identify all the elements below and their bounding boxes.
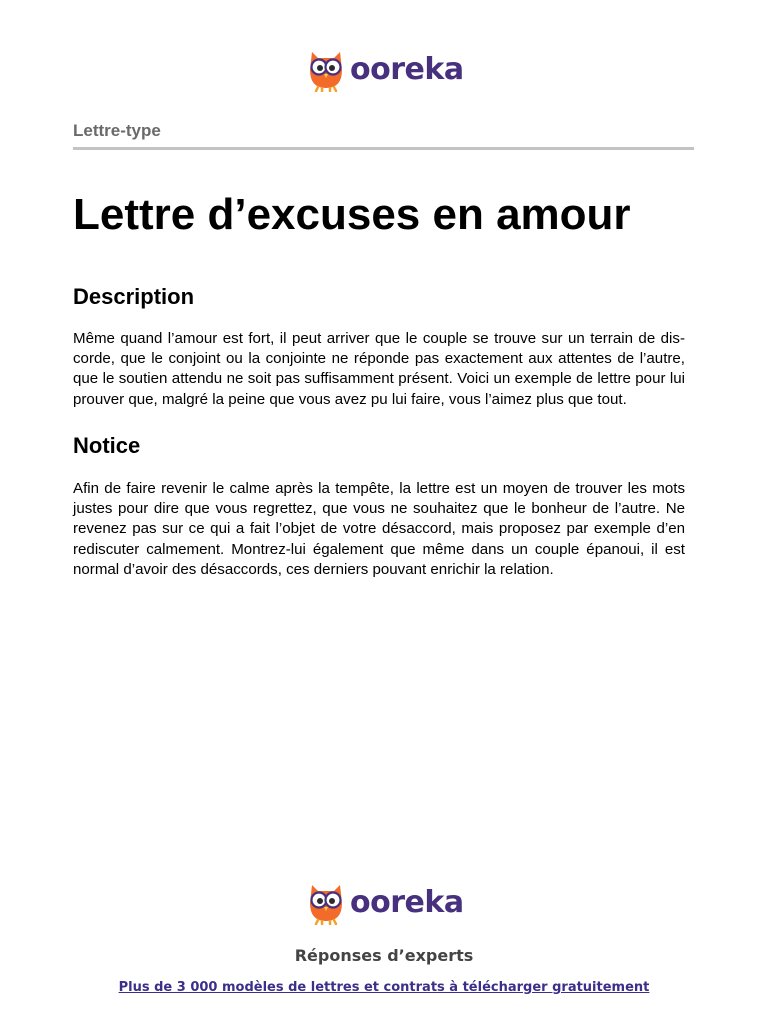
document-kicker: Lettre-type [73,121,161,140]
section-body-notice: Afin de faire revenir le calme après la tempête, la lettre est un moyen de trouver les mots justes pour dire que vous regrettez, que vous ne souhaitez que le bonheur de l’autre. Ne revenez pas sur ce qui a fait l’objet de votre désaccord, mais proposez par exemple d’en rediscuter calmement. Montrez-lui également que même dans un couple épanoui, il est normal d’avoir des désaccords, ces derniers pouvant enrichir la relation. [73,480,685,578]
templates-download-link[interactable]: Plus de 3 000 modèles de lettres et contrats à télécharger gratuitement [118,980,650,995]
section-body-description: Même quand l’amour est fort, il peut arriver que le couple se trouve sur un terrain de discorde, que le conjoint ou la conjointe ne réponde pas exactement aux attentes de l’autre, que le soutien attendu ne soit pas suffisamment présent. Voici un exemple de lettre pour lui prouver que, malgré la peine que vous avez pu lui faire, vous l’aimez plus que tout. [73,330,685,408]
footer-tagline: Réponses d’experts [294,946,474,965]
ooreka-logo-header[interactable] [306,48,464,92]
page-title: Lettre d’excuses en amour [73,190,631,239]
section-heading-notice: Notice [73,433,141,458]
owl-icon [306,881,346,925]
brand-name: ooreka [350,885,464,920]
section-heading-description: Description [73,284,195,309]
owl-icon [306,48,346,92]
header-divider [73,147,694,150]
ooreka-logo-footer[interactable] [306,881,464,925]
brand-name: ooreka [350,52,464,87]
